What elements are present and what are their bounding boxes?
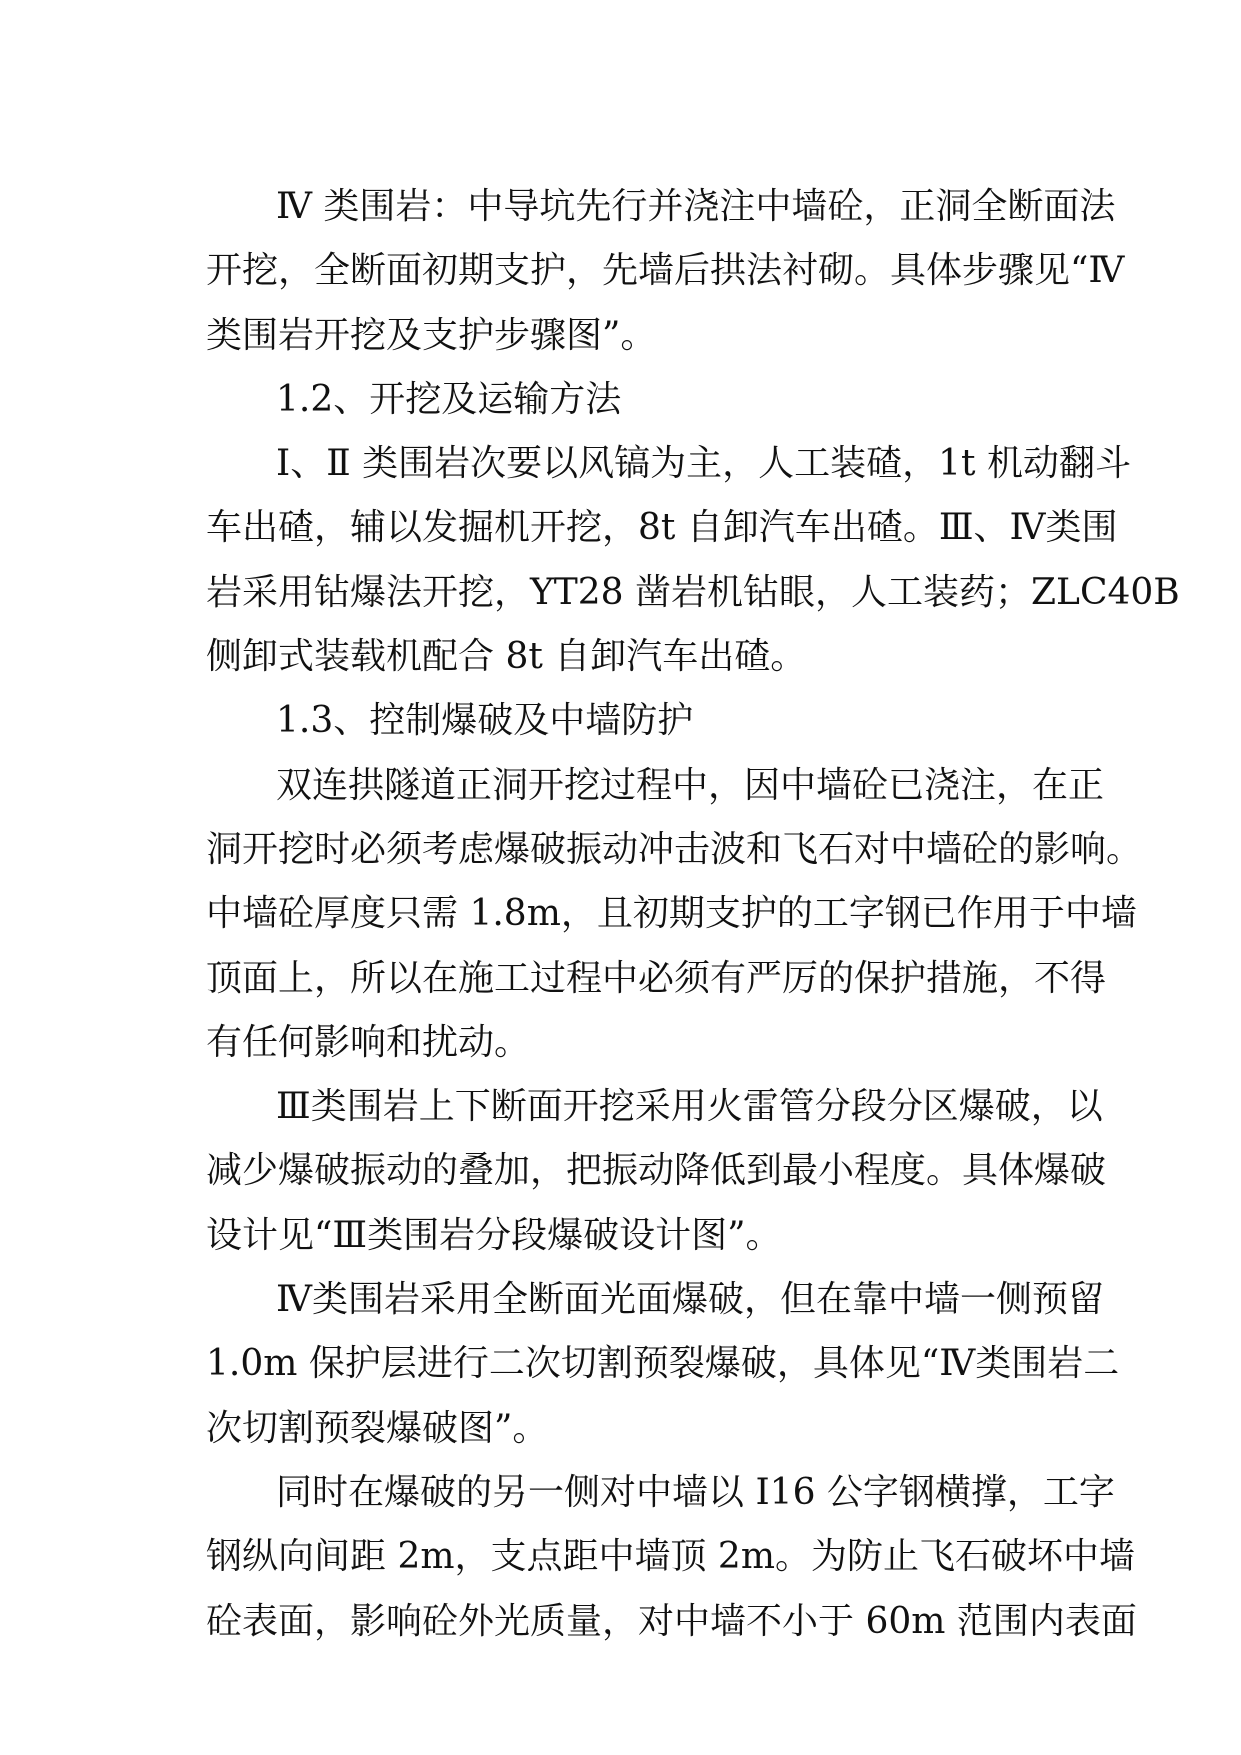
text-line: 侧卸式装载机配合 8t 自卸汽车出碴。 — [206, 636, 807, 678]
text-line: 钢纵向间距 2m，支点距中墙顶 2m。为防止飞石破坏中墙 — [206, 1536, 1135, 1578]
text-line: 车出碴，辅以发掘机开挖，8t 自卸汽车出碴。Ⅲ、Ⅳ类围 — [206, 507, 1118, 549]
paragraph-class-iv-blasting — [206, 1268, 1120, 1461]
paragraph-class-iv-rock — [206, 175, 1125, 368]
text-line: Ⅲ类围岩上下断面开挖采用火雷管分段分区爆破，以 — [276, 1086, 1103, 1128]
section-heading-1-3 — [206, 689, 1086, 753]
document-body — [206, 175, 1180, 1654]
text-line: 次切割预裂爆破图”。 — [206, 1407, 549, 1449]
text-line: 类围岩开挖及支护步骤图”。 — [206, 314, 657, 356]
text-line: 中墙砼厚度只需 1.8m，且初期支护的工字钢已作用于中墙 — [206, 893, 1137, 935]
section-heading-1-2 — [206, 368, 1086, 432]
section-heading: 1.2、开挖及运输方法 — [276, 378, 622, 420]
paragraph-steel-bracing — [206, 1461, 1137, 1654]
text-line: 减少爆破振动的叠加，把振动降低到最小程度。具体爆破 — [206, 1150, 1107, 1192]
text-line: 洞开挖时必须考虑爆破振动冲击波和飞石对中墙砼的影响。 — [206, 828, 1143, 870]
paragraph-excavation-transport — [206, 432, 1180, 689]
text-line: Ⅰ、Ⅱ 类围岩次要以风镐为主，人工装碴，1t 机动翻斗 — [276, 443, 1131, 485]
text-line: 顶面上，所以在施工过程中必须有严厉的保护措施，不得 — [206, 957, 1107, 999]
paragraph-middle-wall-protection — [206, 754, 1143, 1075]
paragraph-class-iii-blasting — [206, 1075, 1107, 1268]
text-line: 1.0m 保护层进行二次切割预裂爆破，具体见“Ⅳ类围岩二 — [206, 1343, 1120, 1385]
text-line: Ⅳ 类围岩：中导坑先行并浇注中墙砼，正洞全断面法 — [276, 186, 1116, 227]
section-heading: 1.3、控制爆破及中墙防护 — [276, 700, 694, 742]
text-line: 岩采用钻爆法开挖，YT28 凿岩机钻眼，人工装药；ZLC40B — [206, 571, 1180, 613]
text-line: 开挖，全断面初期支护，先墙后拱法衬砌。具体步骤见“Ⅳ — [206, 250, 1125, 292]
text-line: 双连拱隧道正洞开挖过程中，因中墙砼已浇注，在正 — [276, 764, 1105, 806]
text-line: 同时在爆破的另一侧对中墙以 I16 公字钢横撑，工字 — [276, 1471, 1115, 1513]
text-line: 砼表面，影响砼外光质量，对中墙不小于 60m 范围内表面 — [206, 1600, 1137, 1642]
text-line: 设计见“Ⅲ类围岩分段爆破设计图”。 — [206, 1214, 782, 1256]
text-line: Ⅳ类围岩采用全断面光面爆破，但在靠中墙一侧预留 — [276, 1279, 1104, 1321]
text-line: 有任何影响和扰动。 — [206, 1021, 531, 1063]
